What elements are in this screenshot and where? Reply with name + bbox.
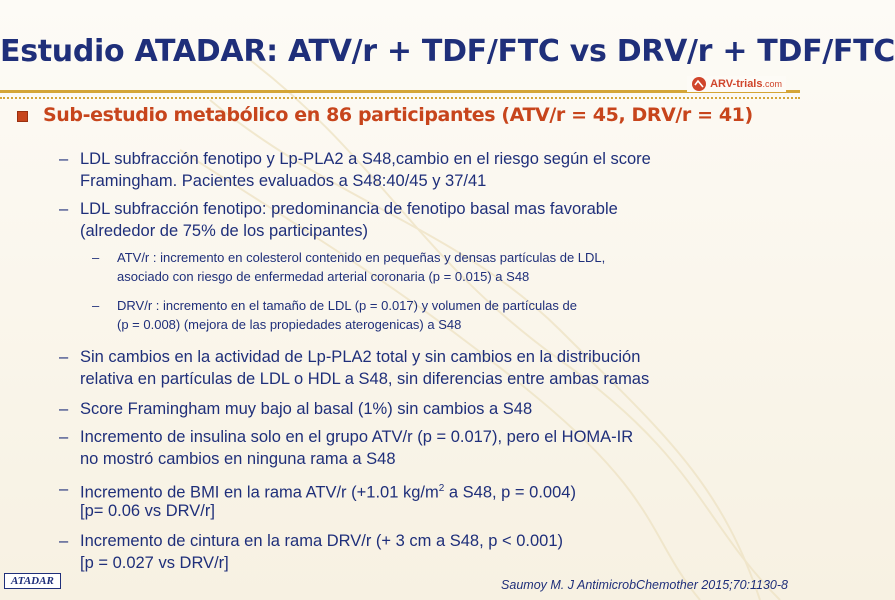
sub-item-line: asociado con riesgo de enfermedad arterial coronaria (p = 0.015) a S48 [117, 269, 530, 284]
main-point: Sub-estudio metabólico en 86 participantes (ATV/r = 45, DRV/r = 41) [43, 104, 753, 126]
item-line: [p= 0.06 vs DRV/r] [80, 502, 215, 520]
item-line: Score Framingham muy bajo al basal (1%) sin cambios a S48 [80, 400, 533, 418]
sub-item-line: (p = 0.008) (mejora de las propiedades aterogenicas) a S48 [117, 317, 462, 332]
study-badge: ATADAR [4, 573, 61, 589]
arv-trials-logo [687, 76, 786, 92]
square-bullet-icon [17, 111, 28, 122]
arv-trials-logo-icon [691, 76, 707, 92]
dash-icon: – [92, 298, 100, 313]
sub-item-line: DRV/r : incremento en el tamaño de LDL (p = 0.017) y volumen de partículas de [117, 298, 577, 313]
dash-icon: – [59, 400, 69, 418]
dash-icon: – [59, 428, 69, 446]
item-line: LDL subfracción fenotipo y Lp-PLA2 a S48,cambio en el riesgo según el score [80, 150, 651, 168]
dash-icon: – [59, 150, 69, 168]
item-line: LDL subfracción fenotipo: predominancia de fenotipo basal mas favorable [80, 200, 618, 218]
item-line: [p = 0.027 vs DRV/r] [80, 554, 229, 572]
item-line: no mostró cambios en ninguna rama a S48 [80, 450, 396, 468]
dash-icon: – [92, 250, 100, 265]
item-line: Incremento de insulina solo en el grupo ATV/r (p = 0.017), pero el HOMA-IR [80, 428, 634, 446]
item-line: Sin cambios en la actividad de Lp-PLA2 total y sin cambios en la distribución [80, 348, 641, 366]
logo-text: ARV-trials.com [710, 78, 782, 90]
item-line: Incremento de BMI en la rama ATV/r (+1.01 $kg/m^2$ a S48, p = 0.004) [80, 483, 576, 502]
dash-icon: – [59, 532, 69, 550]
dash-icon: – [59, 480, 69, 498]
title-rule-dots [0, 97, 800, 99]
dash-icon: – [59, 348, 69, 366]
item-line: Framingham. Pacientes evaluados a S48:40/45 y 37/41 [80, 172, 487, 190]
item-line: Incremento de cintura en la rama DRV/r (+ 3 cm a S48, p < 0.001) [80, 532, 564, 550]
item-line: relativa en partículas de LDL o HDL a S48, sin diferencias entre ambas ramas [80, 370, 650, 388]
sub-item-line: ATV/r : incremento en colesterol contenido en pequeñas y densas partículas de LDL, [117, 250, 606, 265]
title-rule [0, 90, 800, 93]
dash-icon: – [59, 200, 69, 218]
citation: Saumoy M. J AntimicrobChemother 2015;70:1130-8 [501, 578, 788, 592]
slide-title: Estudio ATADAR: ATV/r + TDF/FTC vs DRV/r + TDF/FTC [0, 34, 895, 69]
item-line: (alrededor de 75% de los participantes) [80, 222, 369, 240]
